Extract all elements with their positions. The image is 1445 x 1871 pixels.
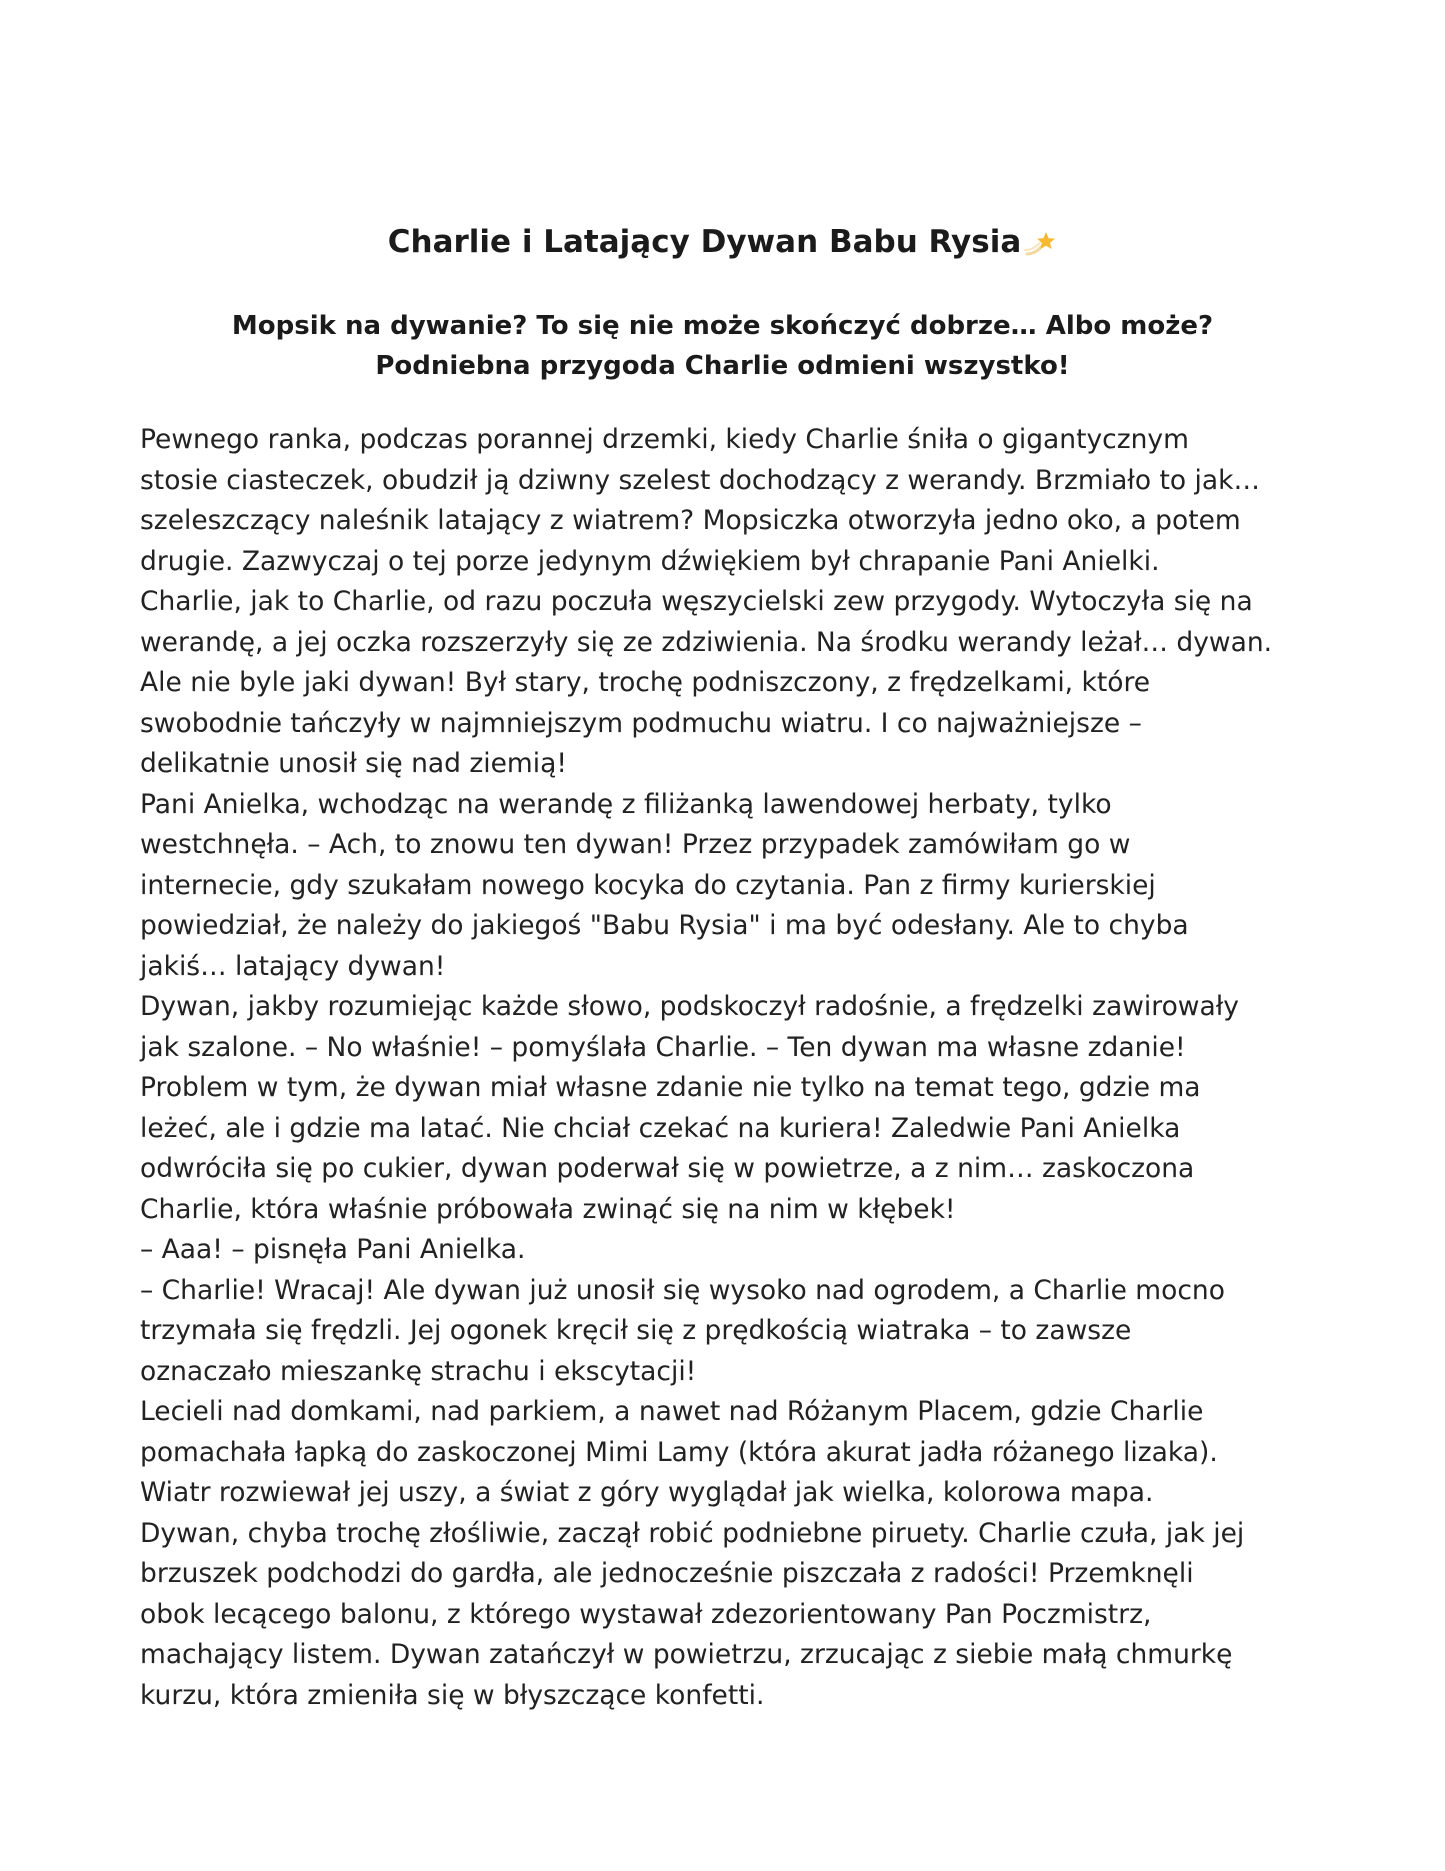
body-line: Dywan, chyba trochę złośliwie, zaczął robić podniebne piruety. Charlie czuła, jak jej: [140, 1517, 1245, 1549]
body-line: Wiatr rozwiewał jej uszy, a świat z góry wyglądał jak wielka, kolorowa mapa.: [140, 1477, 1154, 1508]
body-line: szeleszczący naleśnik latający z wiatrem? Mopsiczka otworzyła jedno oko, a potem: [140, 505, 1241, 536]
document-title: [0, 220, 1445, 264]
body-line: delikatnie unosił się nad ziemią!: [140, 748, 567, 779]
body-line: pomachała łapką do zaskoczonej Mimi Lamy (która akurat jadła różanego lizaka).: [140, 1436, 1218, 1468]
body-line: westchnęła. – Ach, to znowu ten dywan! Przez przypadek zamówiłam go w: [140, 829, 1131, 860]
body-line: Charlie, która właśnie próbowała zwinąć się na nim w kłębek!: [140, 1193, 956, 1225]
body-line: swobodnie tańczyły w najmniejszym podmuchu wiatru. I co najważniejsze –: [140, 707, 1142, 739]
body-line: drugie. Zazwyczaj o tej porze jedynym dźwiękiem był chrapanie Pani Anielki.: [140, 545, 1160, 577]
body-line: jakiś… latający dywan!: [140, 950, 446, 982]
body-line: oznaczało mieszankę strachu i ekscytacji!: [140, 1355, 697, 1387]
document-subtitle: Mopsik na dywanie? To się nie może skończyć dobrze… Albo może? Podniebna przygoda Charlie odmieni wszystko!: [231, 311, 1214, 381]
body-line: trzymała się frędzli. Jej ogonek kręcił się z prędkością wiatraka – to zawsze: [140, 1315, 1132, 1346]
body-line: – Charlie! Wracaj! Ale dywan już unosił się wysoko nad ogrodem, a Charlie mocno: [140, 1274, 1225, 1306]
body-line: Pewnego ranka, podczas porannej drzemki, kiedy Charlie śniła o gigantycznym: [140, 424, 1189, 455]
body-line: – Aaa! – pisnęła Pani Anielka.: [140, 1234, 526, 1265]
body-line: jak szalone. – No właśnie! – pomyślała Charlie. – Ten dywan ma własne zdanie!: [140, 1031, 1186, 1063]
body-line: machający listem. Dywan zatańczył w powietrzu, zrzucając z siebie małą chmurkę: [140, 1639, 1233, 1670]
body-line: Problem w tym, że dywan miał własne zdanie nie tylko na temat tego, gdzie ma: [140, 1072, 1201, 1103]
body-line: powiedział, że należy do jakiegoś "Babu Rysia" i ma być odesłany. Ale to chyba: [140, 910, 1189, 941]
story-body: [140, 420, 1320, 1716]
body-line: internecie, gdy szukałam nowego kocyka do czytania. Pan z firmy kurierskiej: [140, 869, 1156, 901]
body-line: Charlie, jak to Charlie, od razu poczuła węszycielski zew przygody. Wytoczyła się na: [140, 586, 1253, 617]
body-line: brzuszek podchodzi do gardła, ale jednocześnie piszczała z radości! Przemknęli: [140, 1558, 1194, 1589]
body-line: werandę, a jej oczka rozszerzyły się ze zdziwienia. Na środku werandy leżał… dywan.: [140, 626, 1273, 658]
body-line: kurzu, która zmieniła się w błyszczące konfetti.: [140, 1679, 765, 1711]
body-line: Lecieli nad domkami, nad parkiem, a nawet nad Różanym Placem, gdzie Charlie: [140, 1396, 1204, 1427]
body-line: leżeć, ale i gdzie ma latać. Nie chciał czekać na kuriera! Zaledwie Pani Anielka: [140, 1112, 1181, 1144]
body-line: stosie ciasteczek, obudził ją dziwny szelest dochodzący z werandy. Brzmiało to jak…: [140, 464, 1260, 496]
shooting-star-icon: [1023, 224, 1057, 258]
body-line: obok lecącego balonu, z którego wystawał zdezorientowany Pan Poczmistrz,: [140, 1598, 1152, 1630]
body-line: Dywan, jakby rozumiejąc każde słowo, podskoczył radośnie, a frędzelki zawirowały: [140, 991, 1239, 1022]
title-text: Charlie i Latający Dywan Babu Rysia: [387, 224, 1022, 260]
body-line: odwróciła się po cukier, dywan poderwał się w powietrze, a z nim… zaskoczona: [140, 1153, 1195, 1184]
body-line: Pani Anielka, wchodząc na werandę z filiżanką lawendowej herbaty, tylko: [140, 788, 1112, 820]
body-line: Ale nie byle jaki dywan! Był stary, trochę podniszczony, z frędzelkami, które: [140, 667, 1151, 698]
